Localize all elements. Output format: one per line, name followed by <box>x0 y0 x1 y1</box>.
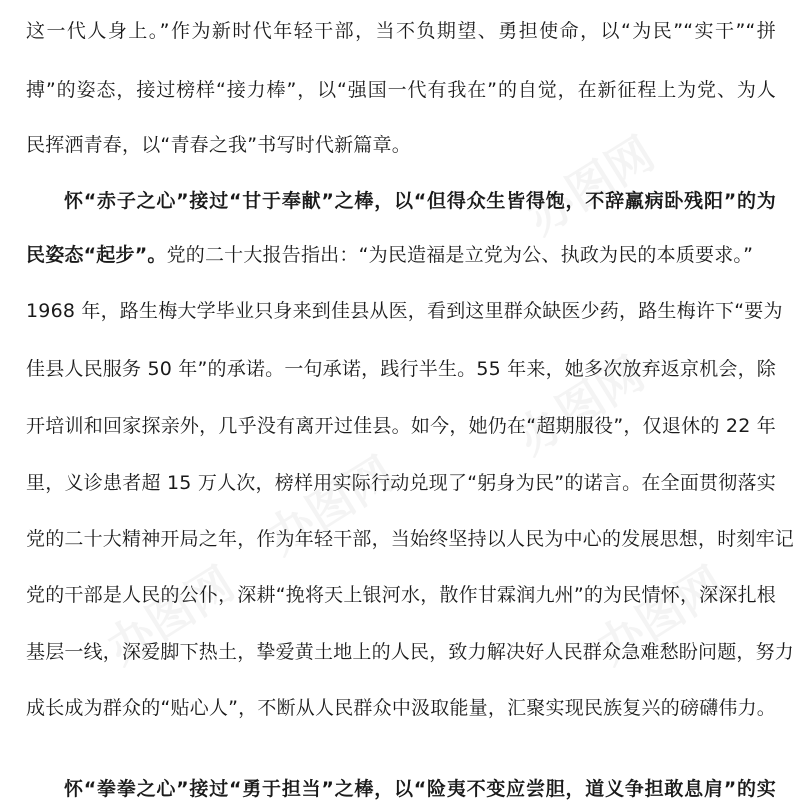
text-line: 民挥洒青春，以“青春之我”书写时代新篇章。 <box>26 134 411 156</box>
text-line: 1968 年，路生梅大学毕业只身来到佳县从医，看到这里群众缺医少药，路生梅许下“要为 <box>26 300 783 322</box>
text-line <box>26 242 776 268</box>
section-heading-end: 民姿态“起步”。 <box>26 244 167 266</box>
text-line: 成长成为群众的“贴心人”，不断从人民群众中汲取能量，汇聚实现民族复兴的磅礴伟力。 <box>26 697 776 719</box>
text-line: 党的干部是人民的公仆，深耕“挽将天上银河水，散作甘霖润九州”的为民情怀，深深扎根 <box>26 584 776 606</box>
text-line: 里，义诊患者超 15 万人次，榜样用实际行动兑现了“躬身为民”的诺言。在全面贯彻落实 <box>26 472 776 494</box>
text-line: 搏”的姿态，接过榜样“接力棒”，以“强国一代有我在”的自觉，在新征程上为党、为人 <box>26 79 776 101</box>
text-line: 基层一线，深爱脚下热土，挚爱黄土地上的人民，致力解决好人民群众急难愁盼问题，努力 <box>26 641 795 663</box>
text-line: 佳县人民服务 50 年”的承诺。一句承诺，践行半生。55 年来，她多次放弃返京机会，除 <box>26 358 776 380</box>
text-line: 开培训和回家探亲外，几乎没有离开过佳县。如今，她仍在“超期服役”，仅退休的 22 年 <box>26 415 776 437</box>
text-span: 党的二十大报告指出：“为民造福是立党为公、执政为民的本质要求。” <box>166 244 754 266</box>
text-line: 这一代人身上。”作为新时代年轻干部，当不负期望、勇担使命，以“为民”“实干”“拼 <box>26 20 776 42</box>
section-heading-line: 怀“赤子之心”接过“甘于奉献”之棒，以“但得众生皆得饱，不辞羸病卧残阳”的为 <box>64 190 776 212</box>
section-heading-line: 怀“拳拳之心”接过“勇于担当”之棒，以“险夷不变应尝胆，道义争担敢息肩”的实 <box>64 778 776 800</box>
text-line: 党的二十大精神开局之年，作为年轻干部，当始终坚持以人民为中心的发展思想，时刻牢记 <box>26 528 795 550</box>
